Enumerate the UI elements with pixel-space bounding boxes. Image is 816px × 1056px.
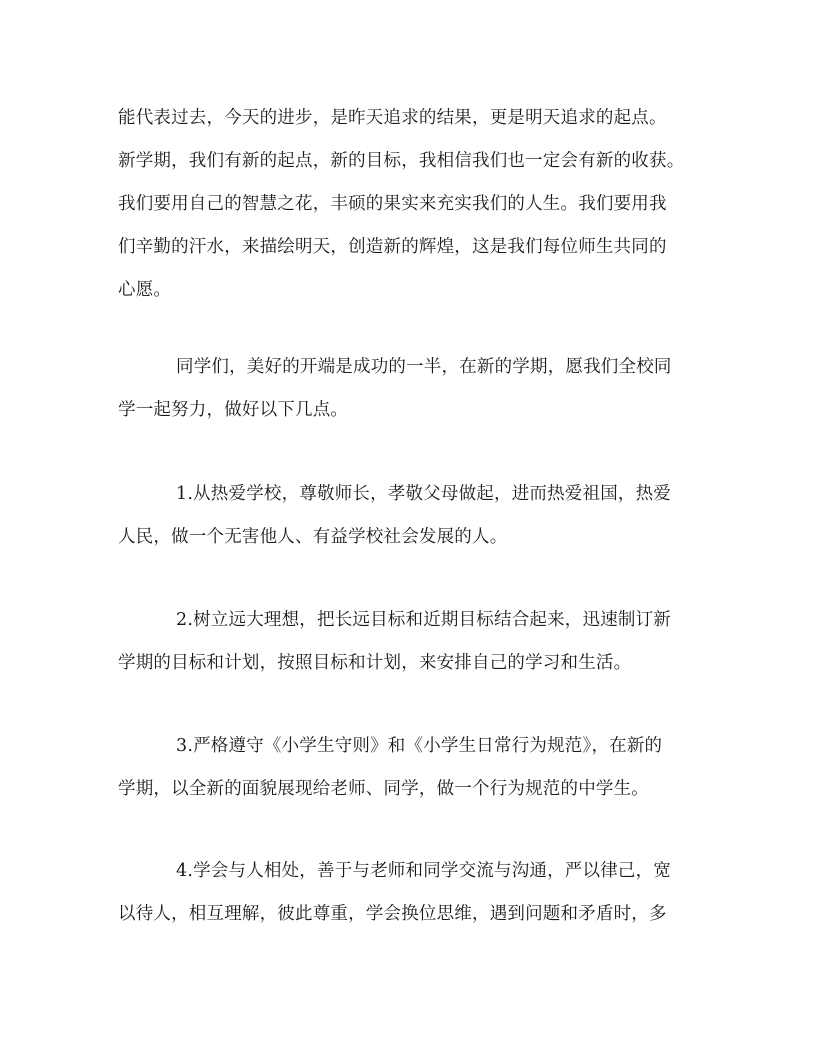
text-line: 学期，以全新的面貌展现给老师、同学，做一个行为规范的中学生。 [118,779,649,799]
text-line: 学期的目标和计划，按照目标和计划，来安排自己的学习和生活。 [118,653,632,673]
text-line: 3.严格遵守《小学生守则》和《小学生日常行为规范》，在新的 [176,736,663,756]
text-line: 人民，做一个无害他人、有益学校社会发展的人。 [118,527,508,547]
text-line: 能代表过去，今天的进步，是昨天追求的结果，更是明天追求的起点。 [118,108,667,128]
text-line: 新学期，我们有新的起点，新的目标，我相信我们也一定会有新的收获。 [118,151,685,171]
text-line: 1.从热爱学校，尊敬师长，孝敬父母做起，进而热爱祖国，热爱 [176,484,671,504]
text-line: 2.树立远大理想，把长远目标和近期目标结合起来，迅速制订新 [176,610,671,630]
text-line: 同学们，美好的开端是成功的一半，在新的学期，愿我们全校同 [176,357,672,377]
text-line: 学一起努力，做好以下几点。 [118,400,349,420]
text-line: 心愿。 [118,280,172,300]
text-line: 我们要用自己的智慧之花，丰硕的果实来充实我们的人生。我们要用我 [118,194,667,214]
text-line: 以待人，相互理解，彼此尊重，学会换位思维，遇到问题和矛盾时，多 [118,904,667,924]
text-line: 们辛勤的汗水，来描绘明天，创造新的辉煌，这是我们每位师生共同的 [118,237,667,257]
text-line: 4.学会与人相处，善于与老师和同学交流与沟通，严以律己，宽 [176,861,671,881]
